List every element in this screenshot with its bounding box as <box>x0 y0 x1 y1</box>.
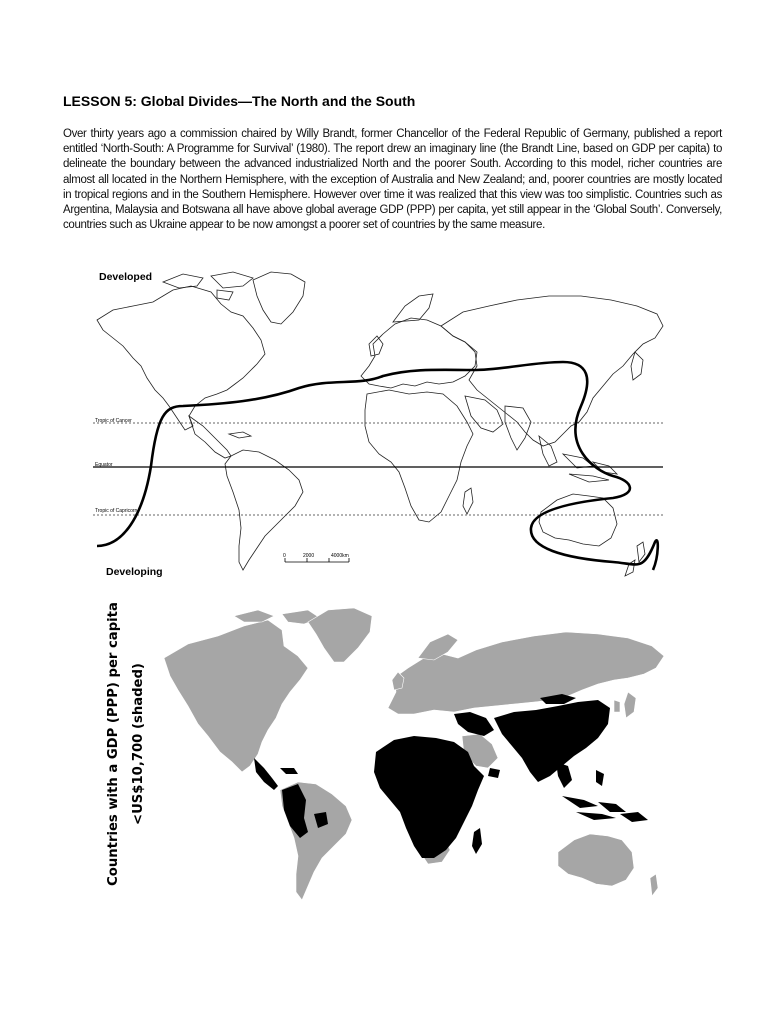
landmass-yemen <box>488 768 500 778</box>
landmass-central-america <box>189 416 231 458</box>
landmass-scandinavia <box>418 634 458 660</box>
landmass-south-east-asia <box>494 700 610 782</box>
landmass-greenland <box>253 272 305 324</box>
landmass-africa <box>374 736 484 858</box>
landmass-scandinavia <box>393 294 433 322</box>
lesson-title: LESSON 5: Global Divides—The North and the South <box>63 93 416 109</box>
landmass-arabia <box>465 396 503 432</box>
landmass-philippines <box>596 770 604 786</box>
landmass-india <box>505 406 531 450</box>
scale-label-0: 0 <box>283 553 286 559</box>
brandt-line <box>97 362 658 570</box>
landmass-new-zealand <box>650 874 658 896</box>
landmass-indonesia <box>562 796 626 820</box>
landmass-madagascar <box>463 488 473 514</box>
tropic-of-cancer-label: Tropic of Cancer <box>95 418 132 424</box>
landmass-greenland <box>308 608 372 662</box>
gdp-map-caption: Countries with a GDP (PPP) per capita <US$10,700 (shaded) <box>106 602 146 886</box>
landmass-arctic-islands <box>163 272 253 300</box>
intro-paragraph: Over thirty years ago a commission chaired by Willy Brandt, former Chancellor of the Federal Republic of Germany, published a report entitled ‘North-South: A Programme for Survival’ (1980). The report drew an imaginary line (the Brandt Line, based on GDP per capita) to delineate the boundary between the advanced industrialized North and the poorer South. According to this model, richer countries are almost all located in the Northern Hemisphere, with the exception of Australia and New Zealand; and, poorer countries are mostly located in tropical regions and in the Southern Hemisphere. However over time it was realized that this view was too simplistic. Countries such as Argentina, Malaysia and Botswana all have above global average GDP (PPP) per capita, yet still appear in the ‘Global South’. Conversely, countries such as Ukraine appear to be now amongst a poorer set of countries by the same measure. <box>63 128 722 232</box>
landmass-caribbean <box>229 432 251 438</box>
landmass-australia <box>558 834 634 886</box>
landmass-south-america <box>225 450 303 570</box>
landmass-new-zealand <box>625 542 645 576</box>
landmass-central-asia <box>454 712 494 736</box>
landmass-north-america <box>97 286 265 430</box>
landmass-arctic-islands <box>234 610 320 624</box>
developed-label: Developed <box>99 271 153 283</box>
developing-label: Developing <box>106 566 163 578</box>
landmass-korea <box>614 700 620 712</box>
brandt-line-map <box>93 266 665 584</box>
scale-label-4000km: 4000km <box>331 553 349 559</box>
landmass-north-america <box>164 620 308 772</box>
equator-label: Equator <box>95 462 113 468</box>
landmass-caribbean <box>280 768 298 774</box>
scale-label-2000: 2000 <box>303 553 315 559</box>
landmass-japan <box>624 692 636 718</box>
landmass-central-america <box>254 758 278 790</box>
landmass-uk <box>369 336 383 356</box>
landmass-madagascar <box>472 828 482 854</box>
tropic-of-capricorn-label: Tropic of Capricorn <box>95 508 138 514</box>
gdp-shaded-map <box>158 606 668 918</box>
landmass-indochina <box>556 762 572 788</box>
landmass-papua <box>620 812 648 822</box>
landmass-japan <box>631 352 643 380</box>
landmass-africa <box>365 390 473 522</box>
